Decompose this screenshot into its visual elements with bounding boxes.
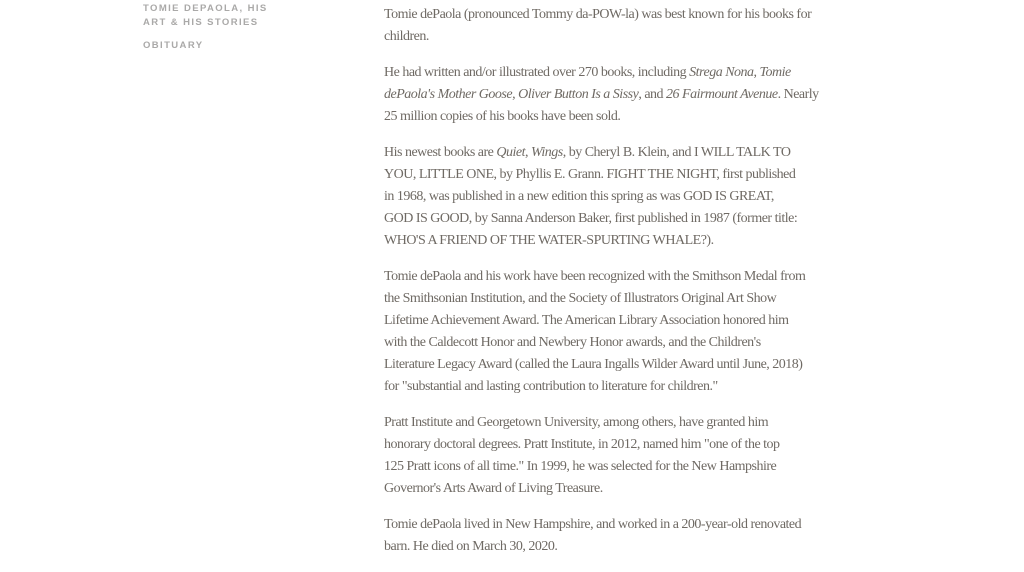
text-line bbox=[384, 536, 854, 558]
text-line bbox=[384, 456, 854, 478]
text-line bbox=[384, 4, 854, 26]
text-line bbox=[384, 164, 854, 186]
sidebar bbox=[143, 2, 303, 53]
text-line bbox=[384, 412, 854, 434]
body-text: , by Cheryl B. Klein, and I WILL TALK TO bbox=[562, 145, 791, 160]
body-text: Tomie dePaola lived in New Hampshire, and worked in a 200-year-old renovated bbox=[384, 517, 802, 532]
body-text: children. bbox=[384, 29, 429, 44]
text-line bbox=[384, 266, 854, 288]
text-line bbox=[384, 478, 854, 500]
paragraph bbox=[384, 412, 854, 500]
text-line bbox=[384, 84, 854, 106]
sidebar-site-title-line: ART & HIS STORIES bbox=[143, 17, 259, 28]
text-line bbox=[384, 354, 854, 376]
body-text: YOU, LITTLE ONE, by Phyllis E. Grann. FIGHT THE NIGHT, first published bbox=[384, 167, 796, 182]
book-title-text: Quiet bbox=[496, 145, 525, 160]
body-text: the Smithsonian Institution, and the Society of Illustrators Original Art Show bbox=[384, 291, 777, 306]
book-title-text: 26 Fairmount Avenue bbox=[666, 87, 778, 102]
body-text: Tomie dePaola (pronounced Tommy da-POW-la) was best known for his books for bbox=[384, 7, 812, 22]
paragraph bbox=[384, 142, 854, 252]
body-text: , bbox=[512, 87, 519, 102]
sidebar-site-title-line: TOMIE DEPAOLA, HIS bbox=[143, 3, 268, 14]
article-body bbox=[384, 4, 854, 572]
book-title-text: dePaola's Mother Goose bbox=[384, 87, 513, 102]
book-title-text: Strega Nona bbox=[689, 65, 754, 80]
text-line bbox=[384, 376, 854, 398]
body-text: Lifetime Achievement Award. The American Library Association honored him bbox=[384, 313, 789, 328]
book-title-text: Wings bbox=[530, 145, 563, 160]
body-text: 125 Pratt icons of all time." In 1999, he was selected for the New Hampshire bbox=[384, 459, 777, 474]
paragraph bbox=[384, 514, 854, 558]
body-text: He had written and/or illustrated over 270 books, including bbox=[384, 65, 690, 80]
body-text: WHO'S A FRIEND OF THE WATER-SPURTING WHALE?). bbox=[384, 233, 714, 248]
sidebar-item-obituary[interactable]: OBITUARY bbox=[143, 40, 204, 51]
body-text: . Nearly bbox=[777, 87, 819, 102]
text-line bbox=[384, 514, 854, 536]
paragraph bbox=[384, 266, 854, 398]
sidebar-site-title[interactable] bbox=[143, 2, 303, 30]
text-line bbox=[384, 208, 854, 230]
body-text: in 1968, was published in a new edition this spring as was GOD IS GREAT, bbox=[384, 189, 774, 204]
text-line bbox=[384, 142, 854, 164]
body-text: honorary doctoral degrees. Pratt Institute, in 2012, named him "one of the top bbox=[384, 437, 780, 452]
body-text: Governor's Arts Award of Living Treasure. bbox=[384, 481, 603, 496]
text-line bbox=[384, 434, 854, 456]
body-text: , bbox=[524, 145, 531, 160]
body-text: for "substantial and lasting contribution to literature for children." bbox=[384, 379, 718, 394]
text-line bbox=[384, 230, 854, 252]
text-line bbox=[384, 106, 854, 128]
text-line bbox=[384, 62, 854, 84]
text-line bbox=[384, 332, 854, 354]
book-title-text: Oliver Button Is a Sissy bbox=[518, 87, 639, 102]
body-text: His newest books are bbox=[384, 145, 497, 160]
text-line bbox=[384, 288, 854, 310]
text-line bbox=[384, 310, 854, 332]
paragraph bbox=[384, 62, 854, 128]
body-text: , and bbox=[638, 87, 667, 102]
body-text: 25 million copies of his books have been sold. bbox=[384, 109, 621, 124]
body-text: Tomie dePaola and his work have been recognized with the Smithson Medal from bbox=[384, 269, 806, 284]
body-text: with the Caldecott Honor and Newbery Honor awards, and the Children's bbox=[384, 335, 761, 350]
body-text: , bbox=[753, 65, 760, 80]
body-text: barn. He died on March 30, 2020. bbox=[384, 539, 558, 554]
paragraph bbox=[384, 4, 854, 48]
text-line bbox=[384, 186, 854, 208]
body-text: GOD IS GOOD, by Sanna Anderson Baker, first published in 1987 (former title: bbox=[384, 211, 798, 226]
body-text: Literature Legacy Award (called the Laura Ingalls Wilder Award until June, 2018) bbox=[384, 357, 803, 372]
body-text: Pratt Institute and Georgetown University, among others, have granted him bbox=[384, 415, 769, 430]
text-line bbox=[384, 26, 854, 48]
book-title-text: Tomie bbox=[759, 65, 791, 80]
